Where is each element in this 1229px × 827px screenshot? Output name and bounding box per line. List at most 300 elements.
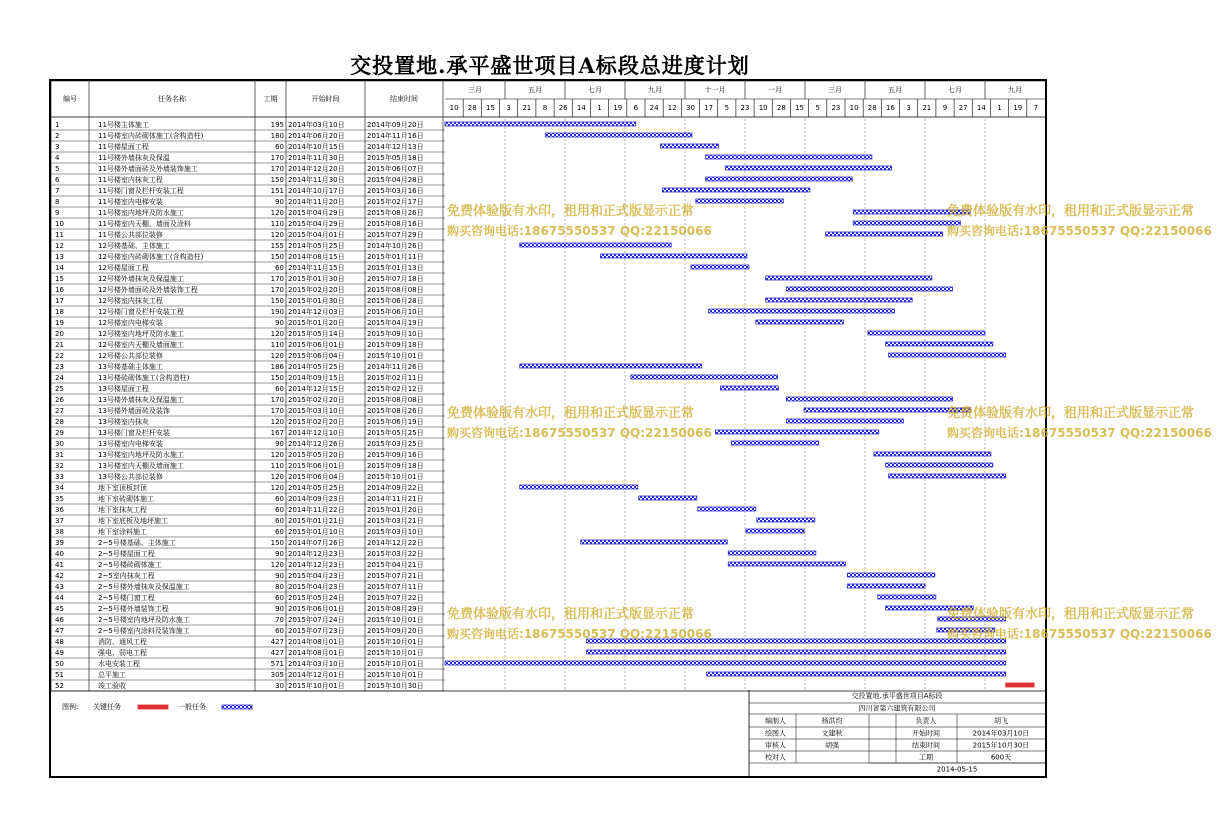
gantt-bar (847, 573, 935, 577)
info-value: 600天 (990, 753, 1012, 762)
watermark-line1: 免费体验版有水印，租用和正式版显示正常 (947, 204, 1195, 219)
task-id: 50 (55, 660, 64, 668)
task-name: 13号楼屋面工程 (98, 385, 149, 393)
task-end: 2015年03月16日 (367, 187, 424, 195)
gantt-bar (520, 485, 638, 489)
task-id: 15 (55, 275, 64, 283)
day-label: 24 (649, 104, 659, 112)
month-label: 五月 (528, 86, 542, 94)
task-end: 2015年01月20日 (367, 506, 424, 514)
gantt-bar (756, 320, 844, 324)
task-duration: 30 (275, 682, 284, 690)
task-end: 2015年03月10日 (367, 528, 424, 536)
task-duration: 120 (270, 231, 284, 239)
task-end: 2015年10月01日 (367, 638, 424, 646)
task-start: 2014年05月25日 (288, 484, 345, 492)
info-value: 文建秋 (821, 729, 843, 738)
task-start: 2014年10月15日 (288, 143, 345, 151)
task-duration: 60 (275, 517, 284, 525)
gantt-bar (826, 232, 943, 236)
info-label: 工期 (919, 753, 933, 762)
task-id: 18 (55, 308, 64, 316)
info-company: 四川省第六建筑有限公司 (858, 704, 936, 713)
task-name: 12号楼门窗及栏杆安装工程 (98, 308, 184, 316)
info-label: 编制人 (765, 717, 786, 725)
task-duration: 90 (275, 440, 284, 448)
gantt-bar (445, 122, 636, 126)
task-end: 2015年06月07日 (367, 165, 424, 173)
day-label: 14 (976, 104, 986, 112)
task-start: 2014年11月30日 (288, 176, 345, 184)
task-start: 2014年03月10日 (288, 660, 345, 668)
legend-general-swatch (222, 705, 252, 709)
task-duration: 120 (270, 484, 284, 492)
info-label: 审核人 (765, 741, 786, 750)
gantt-bar (786, 419, 903, 423)
task-end: 2015年08月16日 (367, 220, 424, 228)
task-start: 2014年11月30日 (288, 154, 345, 162)
task-end: 2015年03月25日 (367, 440, 424, 448)
task-id: 12 (55, 242, 64, 250)
legend-critical-label: 关键任务 (93, 703, 121, 711)
legend-critical-swatch (138, 705, 168, 709)
task-id: 32 (55, 462, 64, 470)
task-id: 9 (55, 209, 60, 217)
task-id: 21 (55, 341, 64, 349)
task-end: 2015年08月26日 (367, 209, 424, 217)
day-label: 26 (558, 104, 568, 112)
gantt-bar (746, 529, 804, 533)
task-end: 2015年07月18日 (367, 275, 424, 283)
task-name: 消防、通风工程 (98, 638, 147, 646)
watermark-line2: 购买咨询电话:18675550537 QQ:22150066 (947, 627, 1212, 641)
task-start: 2015年04月29日 (288, 220, 345, 228)
task-name: 11号楼室内抹灰工程 (98, 176, 163, 184)
gantt-bar (707, 672, 1006, 676)
task-end: 2015年02月12日 (367, 385, 424, 393)
task-duration: 150 (270, 539, 284, 547)
task-name: 2~5号楼门窗工程 (98, 594, 155, 602)
task-start: 2015年06月01日 (288, 462, 345, 470)
task-duration: 120 (270, 473, 284, 481)
task-id: 11 (55, 231, 64, 239)
task-duration: 90 (275, 605, 284, 613)
task-duration: 110 (270, 220, 284, 228)
task-name: 强电、弱电工程 (98, 649, 147, 657)
task-id: 33 (55, 473, 64, 481)
day-label: 14 (576, 104, 586, 112)
task-duration: 60 (275, 627, 284, 635)
task-end: 2015年01月13日 (367, 264, 424, 272)
task-duration: 190 (270, 308, 284, 316)
info-label: 绘图人 (765, 729, 786, 738)
task-start: 2014年05月25日 (288, 363, 345, 371)
task-start: 2015年10月01日 (288, 682, 345, 690)
task-name: 2~5室内抹灰工程 (98, 572, 155, 580)
day-label: 17 (704, 104, 714, 112)
task-start: 2015年01月20日 (288, 319, 345, 327)
task-start: 2014年08月01日 (288, 638, 345, 646)
month-label: 五月 (888, 86, 902, 94)
month-label: 七月 (588, 86, 602, 94)
task-id: 10 (55, 220, 64, 228)
task-name: 12号楼外墙面砖及外墙装饰工程 (98, 286, 198, 294)
info-value: 胡飞 (994, 717, 1008, 725)
day-label: 19 (613, 104, 623, 112)
task-duration: 180 (270, 132, 284, 140)
task-start: 2014年10月17日 (288, 187, 345, 195)
task-id: 23 (55, 363, 64, 371)
task-start: 2015年05月14日 (288, 330, 345, 338)
task-id: 1 (55, 121, 60, 129)
day-label: 1 (997, 104, 1002, 112)
task-name: 13号楼室内抹灰 (98, 418, 149, 426)
task-start: 2015年07月23日 (288, 627, 345, 635)
task-end: 2015年07月22日 (367, 594, 424, 602)
day-label: 27 (958, 104, 968, 112)
watermark-line2: 购买咨询电话:18675550537 QQ:22150066 (947, 224, 1212, 238)
task-start: 2014年12月23日 (288, 550, 345, 558)
task-duration: 151 (270, 187, 284, 195)
task-end: 2014年10月26日 (367, 242, 424, 250)
day-label: 10 (758, 104, 768, 112)
task-start: 2015年07月24日 (288, 616, 345, 624)
task-name: 11号楼外墙抹灰及保温 (98, 154, 170, 162)
task-end: 2015年02月11日 (367, 374, 424, 382)
task-start: 2014年11月22日 (288, 506, 345, 514)
task-duration: 60 (275, 385, 284, 393)
gantt-bar (520, 364, 702, 368)
gantt-bar (853, 221, 960, 225)
gantt-bar (938, 617, 1006, 621)
task-name: 12号楼外墙抹灰及保温施工 (98, 275, 184, 283)
task-id: 7 (55, 187, 60, 195)
task-duration: 150 (270, 374, 284, 382)
task-end: 2015年06月28日 (367, 297, 424, 305)
task-start: 2015年04月29日 (288, 209, 345, 217)
task-end: 2015年08月29日 (367, 605, 424, 613)
task-name: 11号楼门窗及栏杆安装工程 (98, 187, 184, 195)
task-end: 2015年05月25日 (367, 429, 424, 437)
task-name: 地下室底板及地坪施工 (98, 517, 168, 525)
task-duration: 120 (270, 451, 284, 459)
gantt-bar (804, 408, 970, 412)
task-name: 2~5号楼室内地坪及防水施工 (98, 616, 190, 624)
gantt-bar (786, 397, 952, 401)
gantt-bar (889, 474, 1006, 478)
task-id: 35 (55, 495, 64, 503)
task-duration: 150 (270, 176, 284, 184)
gantt-bar (757, 518, 815, 522)
task-end: 2015年08月08日 (367, 396, 424, 404)
task-id: 17 (55, 297, 64, 305)
task-start: 2014年12月20日 (288, 165, 345, 173)
gantt-bar (937, 628, 995, 632)
task-id: 25 (55, 385, 64, 393)
task-id: 16 (55, 286, 64, 294)
task-end: 2015年06月10日 (367, 308, 424, 316)
task-start: 2014年05月25日 (288, 242, 345, 250)
task-id: 19 (55, 319, 64, 327)
task-duration: 120 (270, 352, 284, 360)
gantt-bar (600, 254, 747, 258)
task-id: 43 (55, 583, 64, 591)
task-start: 2015年01月21日 (288, 517, 345, 525)
watermark-line1: 免费体验版有水印，租用和正式版显示正常 (947, 406, 1195, 421)
gantt-bar (545, 133, 692, 137)
task-end: 2015年04月19日 (367, 319, 424, 327)
task-duration: 150 (270, 297, 284, 305)
watermark-line2: 购买咨询电话:18675550537 QQ:22150066 (947, 426, 1212, 440)
task-name: 2~5号楼砖砌体施工 (98, 561, 162, 569)
task-id: 14 (55, 264, 64, 272)
day-label: 15 (795, 104, 805, 112)
gantt-bar (886, 342, 993, 346)
task-duration: 120 (270, 418, 284, 426)
day-label: 28 (776, 104, 786, 112)
task-end: 2015年09月16日 (367, 451, 424, 459)
task-end: 2015年07月29日 (367, 231, 424, 239)
gantt-bar (587, 650, 1006, 654)
task-name: 11号楼室内砖砌体施工(含构造柱) (98, 132, 204, 140)
task-name: 13号楼基础主体施工 (98, 363, 163, 371)
info-value: 2015年10月30日 (972, 741, 1030, 750)
task-id: 28 (55, 418, 64, 426)
watermark-line1: 免费体验版有水印，租用和正式版显示正常 (447, 204, 695, 219)
day-label: 7 (1033, 104, 1039, 112)
gantt-bar (1006, 683, 1035, 687)
task-end: 2014年09月20日 (367, 121, 424, 129)
task-name: 11号楼屋面工程 (98, 143, 149, 151)
task-end: 2015年10月01日 (367, 616, 424, 624)
day-label: 16 (885, 104, 895, 112)
task-end: 2014年09月22日 (367, 484, 424, 492)
task-name: 12号楼屋面工程 (98, 264, 149, 272)
task-name: 12号楼基础、主体施工 (98, 242, 170, 250)
task-end: 2015年10月01日 (367, 649, 424, 657)
task-end: 2014年12月22日 (367, 539, 424, 547)
task-start: 2015年01月10日 (288, 528, 345, 536)
task-start: 2014年09月15日 (288, 374, 345, 382)
watermark-line2: 购买咨询电话:18675550537 QQ:22150066 (447, 426, 712, 440)
task-start: 2015年06月01日 (288, 605, 345, 613)
task-start: 2014年08月15日 (288, 253, 345, 261)
task-end: 2015年07月21日 (367, 572, 424, 580)
month-label: 三月 (828, 86, 842, 94)
info-value: 杨洪均 (821, 717, 843, 725)
task-duration: 170 (270, 396, 284, 404)
info-date: 2014-05-15 (936, 765, 978, 774)
task-name: 2~5号楼外墙抹灰及保温施工 (98, 583, 190, 591)
task-duration: 60 (275, 495, 284, 503)
legend-label: 图例: (62, 703, 79, 711)
gantt-bar (696, 199, 784, 203)
info-label: 负责人 (915, 717, 937, 725)
watermark-line2: 购买咨询电话:18675550537 QQ:22150066 (447, 224, 712, 238)
task-id: 39 (55, 539, 64, 547)
task-start: 2015年06月01日 (288, 341, 345, 349)
task-id: 31 (55, 451, 64, 459)
task-id: 4 (55, 154, 60, 162)
info-label: 校对人 (765, 753, 786, 762)
task-id: 46 (55, 616, 64, 624)
task-duration: 80 (275, 583, 284, 591)
task-name: 13号楼室内电梯安装 (98, 440, 163, 448)
task-duration: 305 (270, 671, 284, 679)
task-name: 12号楼公共部位装修 (98, 352, 163, 360)
task-end: 2015年06月19日 (367, 418, 424, 426)
task-id: 29 (55, 429, 64, 437)
task-name: 2~5号楼外墙装饰工程 (98, 605, 169, 613)
header-start: 开始时间 (311, 95, 340, 103)
task-start: 2015年05月24日 (288, 594, 345, 602)
task-duration: 170 (270, 275, 284, 283)
task-duration: 195 (270, 121, 284, 129)
task-end: 2015年02月17日 (367, 198, 424, 206)
day-label: 3 (906, 104, 911, 112)
task-start: 2015年01月30日 (288, 297, 345, 305)
task-name: 11号楼室内地坪及防水施工 (98, 209, 184, 217)
task-name: 12号楼室内砖砌体施工(含构造柱) (98, 253, 204, 261)
day-label: 5 (815, 104, 820, 112)
page-title: 交投置地.承平盛世项目A标段总进度计划 (350, 53, 750, 78)
info-label: 结束时间 (912, 741, 940, 750)
day-label: 10 (849, 104, 859, 112)
task-end: 2015年08月08日 (367, 286, 424, 294)
gantt-bar (868, 331, 985, 335)
gantt-bar (766, 298, 913, 302)
month-label: 九月 (648, 86, 662, 94)
task-end: 2014年11月21日 (367, 495, 424, 503)
task-start: 2014年06月20日 (288, 132, 345, 140)
task-duration: 167 (270, 429, 284, 437)
task-name: 水电安装工程 (98, 660, 140, 668)
task-start: 2014年12月03日 (288, 308, 345, 316)
task-duration: 170 (270, 286, 284, 294)
legend-general-label: 一般任务 (178, 703, 206, 711)
day-label: 28 (867, 104, 877, 112)
gantt-bar (878, 595, 936, 599)
task-name: 12号楼室内天棚及墙面施工 (98, 341, 184, 349)
task-id: 34 (55, 484, 64, 492)
task-id: 44 (55, 594, 64, 602)
task-start: 2014年03月10日 (288, 121, 345, 129)
task-start: 2015年03月10日 (288, 407, 345, 415)
gantt-bar (766, 276, 932, 280)
task-duration: 110 (270, 341, 284, 349)
task-duration: 60 (275, 264, 284, 272)
month-label: 十一月 (704, 86, 726, 94)
gantt-bar (706, 177, 853, 181)
task-id: 49 (55, 649, 64, 657)
gantt-bar (581, 540, 728, 544)
task-start: 2015年04月23日 (288, 572, 345, 580)
task-duration: 60 (275, 143, 284, 151)
gantt-bar (445, 661, 1006, 665)
day-label: 21 (922, 104, 932, 112)
task-start: 2014年07月26日 (288, 539, 345, 547)
task-duration: 90 (275, 550, 284, 558)
gantt-bar (587, 639, 1006, 643)
task-name: 11号楼室内天棚、墙面及涂料 (98, 220, 191, 228)
task-id: 20 (55, 330, 64, 338)
watermark-line1: 免费体验版有水印，租用和正式版显示正常 (447, 406, 695, 421)
task-end: 2015年05月18日 (367, 154, 424, 162)
task-duration: 90 (275, 319, 284, 327)
task-name: 12号楼室内抹灰工程 (98, 297, 163, 305)
header-end: 结束时间 (390, 95, 418, 103)
task-end: 2015年08月26日 (367, 407, 424, 415)
day-label: 21 (522, 104, 532, 112)
watermark-line2: 购买咨询电话:18675550537 QQ:22150066 (447, 627, 712, 641)
task-end: 2015年09月18日 (367, 462, 424, 470)
gantt-bar (853, 210, 970, 214)
task-id: 51 (55, 671, 64, 679)
day-label: 23 (740, 104, 750, 112)
task-end: 2014年11月26日 (367, 363, 424, 371)
task-duration: 70 (275, 616, 284, 624)
task-name: 2~5号楼室内涂料及装饰施工 (98, 627, 190, 635)
task-name: 地下室砖砌体施工 (98, 495, 154, 503)
month-label: 一月 (768, 86, 782, 94)
task-start: 2014年12月26日 (288, 440, 345, 448)
task-name: 地下室涂料施工 (98, 528, 147, 536)
gantt-bar (728, 551, 816, 555)
task-end: 2015年03月21日 (367, 517, 424, 525)
task-start: 2014年08月01日 (288, 649, 345, 657)
task-end: 2015年10月01日 (367, 352, 424, 360)
task-id: 22 (55, 352, 64, 360)
task-name: 13号楼公共部位装修 (98, 473, 163, 481)
task-start: 2015年04月01日 (288, 231, 345, 239)
task-name: 13号楼室内地坪及防水施工 (98, 451, 184, 459)
task-duration: 60 (275, 594, 284, 602)
day-label: 1 (597, 104, 602, 112)
task-id: 26 (55, 396, 64, 404)
day-label: 15 (485, 104, 495, 112)
task-id: 45 (55, 605, 64, 613)
day-label: 3 (506, 104, 511, 112)
gantt-bar (725, 166, 891, 170)
task-start: 2015年02月20日 (288, 286, 345, 294)
task-duration: 120 (270, 561, 284, 569)
task-end: 2015年07月11日 (367, 583, 424, 591)
task-end: 2014年12月13日 (367, 143, 424, 151)
task-id: 8 (55, 198, 60, 206)
task-id: 47 (55, 627, 64, 635)
task-end: 2015年10月01日 (367, 671, 424, 679)
task-id: 37 (55, 517, 64, 525)
task-start: 2014年12月01日 (288, 671, 345, 679)
gantt-bar (728, 562, 845, 566)
task-duration: 120 (270, 209, 284, 217)
task-id: 13 (55, 253, 64, 261)
task-start: 2014年12月23日 (288, 561, 345, 569)
task-duration: 110 (270, 462, 284, 470)
gantt-bar (847, 584, 925, 588)
task-id: 36 (55, 506, 64, 514)
day-label: 28 (467, 104, 477, 112)
task-id: 41 (55, 561, 64, 569)
gantt-bar (698, 507, 756, 511)
task-duration: 571 (270, 660, 284, 668)
task-id: 2 (55, 132, 60, 140)
task-name: 13号楼砖砌体施工(含构造柱) (98, 374, 190, 382)
task-name: 13号楼室内天棚及墙面施工 (98, 462, 184, 470)
task-start: 2015年04月23日 (288, 583, 345, 591)
task-id: 30 (55, 440, 64, 448)
task-id: 42 (55, 572, 64, 580)
